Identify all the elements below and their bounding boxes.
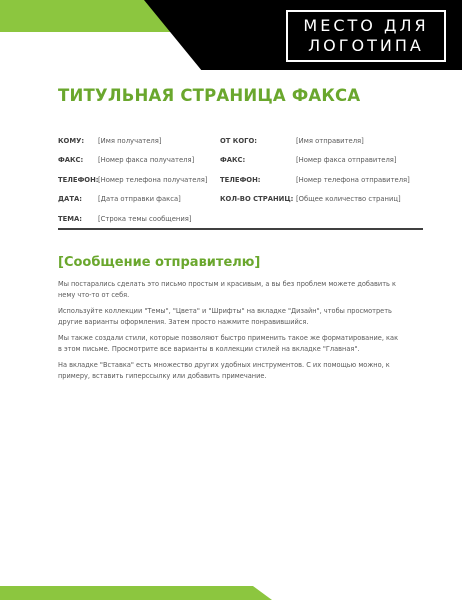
logo-text-line2: ЛОГОТИПА — [308, 36, 424, 55]
date-value[interactable]: [Дата отправки факса] — [98, 195, 181, 204]
from-label: ОТ КОГО: — [220, 136, 257, 145]
footer-green-band — [0, 586, 272, 600]
phone-from-value[interactable]: [Номер телефона отправителя] — [296, 175, 410, 184]
page-title: ТИТУЛЬНАЯ СТРАНИЦА ФАКСА — [58, 86, 361, 105]
fax-from-value[interactable]: [Номер факса отправителя] — [296, 156, 397, 165]
date-label: ДАТА: — [58, 195, 82, 204]
phone-to-label: ТЕЛЕФОН: — [58, 175, 98, 184]
fax-from-label: ФАКС: — [220, 156, 246, 165]
message-paragraph: Используйте коллекции "Темы", "Цвета" и "Шрифты" на вкладке "Дизайн", чтобы просмотреть другие варианты оформления. Затем просто нажмите понравившийся. — [58, 307, 392, 326]
to-value[interactable]: [Имя получателя] — [98, 136, 162, 145]
logo-placeholder[interactable] — [286, 10, 446, 62]
pages-value[interactable]: [Общее количество страниц] — [296, 195, 401, 204]
fax-to-value[interactable]: [Номер факса получателя] — [98, 156, 195, 165]
subject-label: ТЕМА: — [58, 214, 83, 223]
message-paragraph: Мы постарались сделать это письмо простым и красивым, а вы без проблем можете добавить к нему что-то от себя. — [58, 280, 396, 299]
logo-text-line1: МЕСТО ДЛЯ — [303, 16, 429, 35]
phone-to-value[interactable]: [Номер телефона получателя] — [98, 175, 208, 184]
message-paragraph: Мы также создали стили, которые позволяют быстро применить такое же форматирование, как в этом письме. Просмотрите все варианты в коллекции стилей на вкладке "Главная". — [58, 334, 399, 353]
fields-row-phone — [58, 170, 424, 190]
to-label: КОМУ: — [58, 136, 85, 145]
fax-to-label: ФАКС: — [58, 156, 84, 165]
from-value[interactable]: [Имя отправителя] — [296, 136, 364, 145]
message-paragraph: На вкладке "Вставка" есть множество других удобных инструментов. С их помощью можно, к примеру, вставить гиперссылку или добавить примечание. — [58, 361, 390, 380]
subject-value[interactable]: [Строка темы сообщения] — [98, 214, 192, 223]
message-body[interactable] — [58, 279, 403, 387]
section-divider — [58, 228, 423, 230]
fax-fields-table — [58, 131, 424, 229]
fields-row-subject — [58, 209, 424, 229]
pages-label: КОЛ-ВО СТРАНИЦ: — [220, 195, 294, 204]
phone-from-label: ТЕЛЕФОН: — [220, 175, 261, 184]
fields-row-fax — [58, 151, 424, 171]
fields-row-date-pages — [58, 190, 424, 210]
message-heading[interactable]: [Сообщение отправителю] — [58, 255, 261, 270]
fields-row-to-from — [58, 131, 424, 151]
